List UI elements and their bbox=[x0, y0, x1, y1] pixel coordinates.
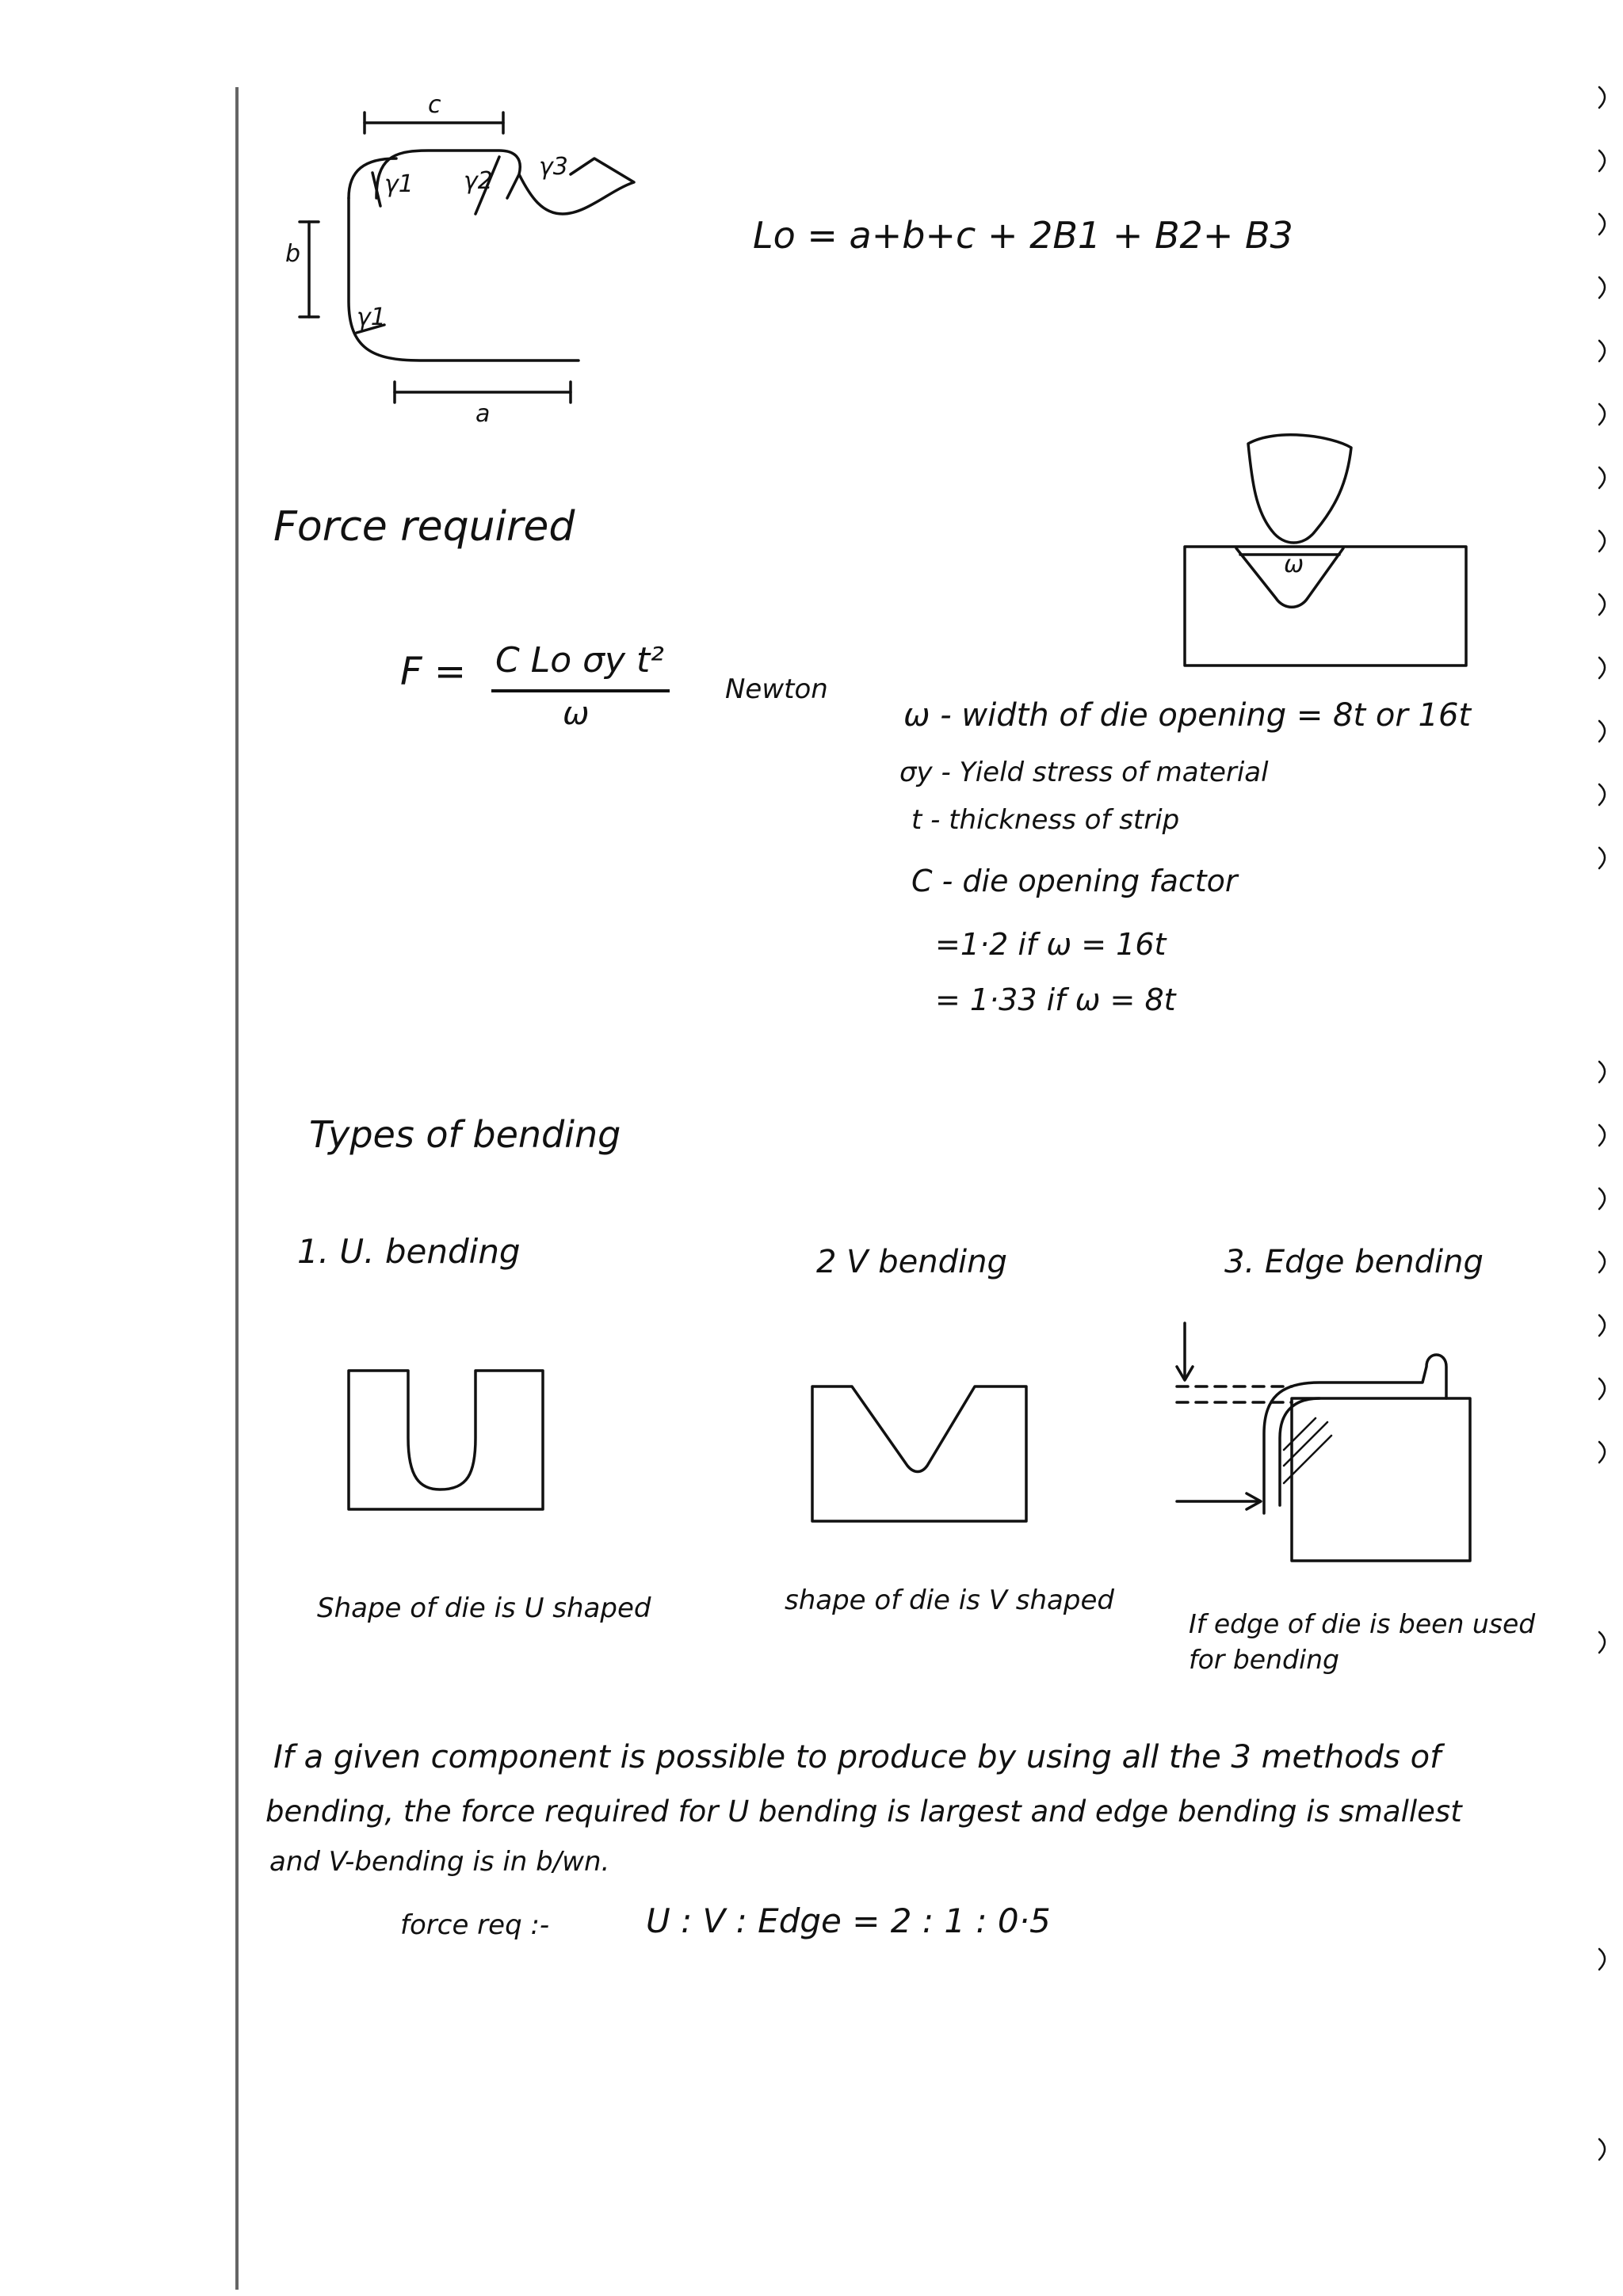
label-c: c bbox=[428, 91, 441, 119]
type-edge-caption-line2: for bending bbox=[1189, 1644, 1340, 1675]
paragraph-line-2: bending, the force required for U bending is largest and edge bending is smallest bbox=[265, 1794, 1462, 1829]
label-r2: γ2 bbox=[464, 167, 493, 195]
edge-die-sketch bbox=[1161, 1307, 1494, 1577]
u-die-sketch bbox=[333, 1359, 571, 1533]
edge-hatch-1 bbox=[1284, 1418, 1316, 1450]
paragraph-line-3: and V-bending is in b/wn. bbox=[269, 1846, 610, 1878]
type-u-title: 1. U. bending bbox=[297, 1232, 521, 1271]
types-heading: Types of bending bbox=[309, 1113, 621, 1156]
force-heading: Force required bbox=[273, 503, 575, 551]
paragraph-line-1: If a given component is possible to produce by using all the 3 methods of bbox=[273, 1739, 1442, 1775]
label-a: a bbox=[475, 400, 491, 428]
punch-outline bbox=[1248, 435, 1351, 543]
strip-outline bbox=[376, 151, 634, 214]
edge-strip-inner bbox=[1280, 1398, 1319, 1505]
label-r1-bottom: γ1 bbox=[357, 303, 386, 331]
die-width-label: ω bbox=[1284, 551, 1304, 578]
definition-c-value-2: = 1·33 if ω = 8t bbox=[935, 982, 1176, 1017]
edge-die-block bbox=[1292, 1398, 1470, 1561]
label-b: b bbox=[285, 240, 301, 268]
type-edge-caption-line1: If edge of die is been used bbox=[1189, 1608, 1536, 1639]
label-r3: γ3 bbox=[539, 153, 568, 181]
definition-c: C - die opening factor bbox=[911, 864, 1238, 898]
force-unit: Newton bbox=[725, 673, 828, 705]
bent-strip-diagram bbox=[238, 91, 682, 444]
force-formula-fraction-bar bbox=[491, 689, 670, 692]
strip-vertical bbox=[349, 198, 579, 360]
ratio-label: force req :- bbox=[400, 1909, 550, 1941]
label-r1-top: γ1 bbox=[384, 170, 414, 198]
force-formula-lhs: F = bbox=[400, 650, 467, 694]
definition-w: ω - width of die opening = 8t or 16t bbox=[903, 697, 1472, 734]
type-edge-title: 3. Edge bending bbox=[1224, 1244, 1484, 1280]
force-formula-denominator: ω bbox=[563, 696, 590, 732]
definition-sigma: σy - Yield stress of material bbox=[899, 757, 1269, 788]
force-formula-numerator: C Lo σy t² bbox=[495, 640, 664, 681]
v-die-sketch bbox=[796, 1375, 1058, 1533]
definition-t: t - thickness of strip bbox=[911, 804, 1180, 836]
type-u-caption: Shape of die is U shaped bbox=[317, 1592, 651, 1624]
length-formula: Lo = a+b+c + 2B1 + B2+ B3 bbox=[753, 214, 1293, 257]
type-v-caption: shape of die is V shaped bbox=[785, 1585, 1114, 1616]
v-die-outline bbox=[812, 1386, 1026, 1521]
ratio-value: U : V : Edge = 2 : 1 : 0·5 bbox=[646, 1901, 1051, 1940]
type-v-title: 2 V bending bbox=[816, 1244, 1007, 1280]
u-die-outline bbox=[349, 1371, 543, 1509]
definition-c-value-1: =1·2 if ω = 16t bbox=[935, 927, 1167, 962]
punch-die-sketch bbox=[1173, 420, 1506, 681]
die-block bbox=[1185, 547, 1466, 666]
binder-ring-marks bbox=[1568, 0, 1623, 2296]
